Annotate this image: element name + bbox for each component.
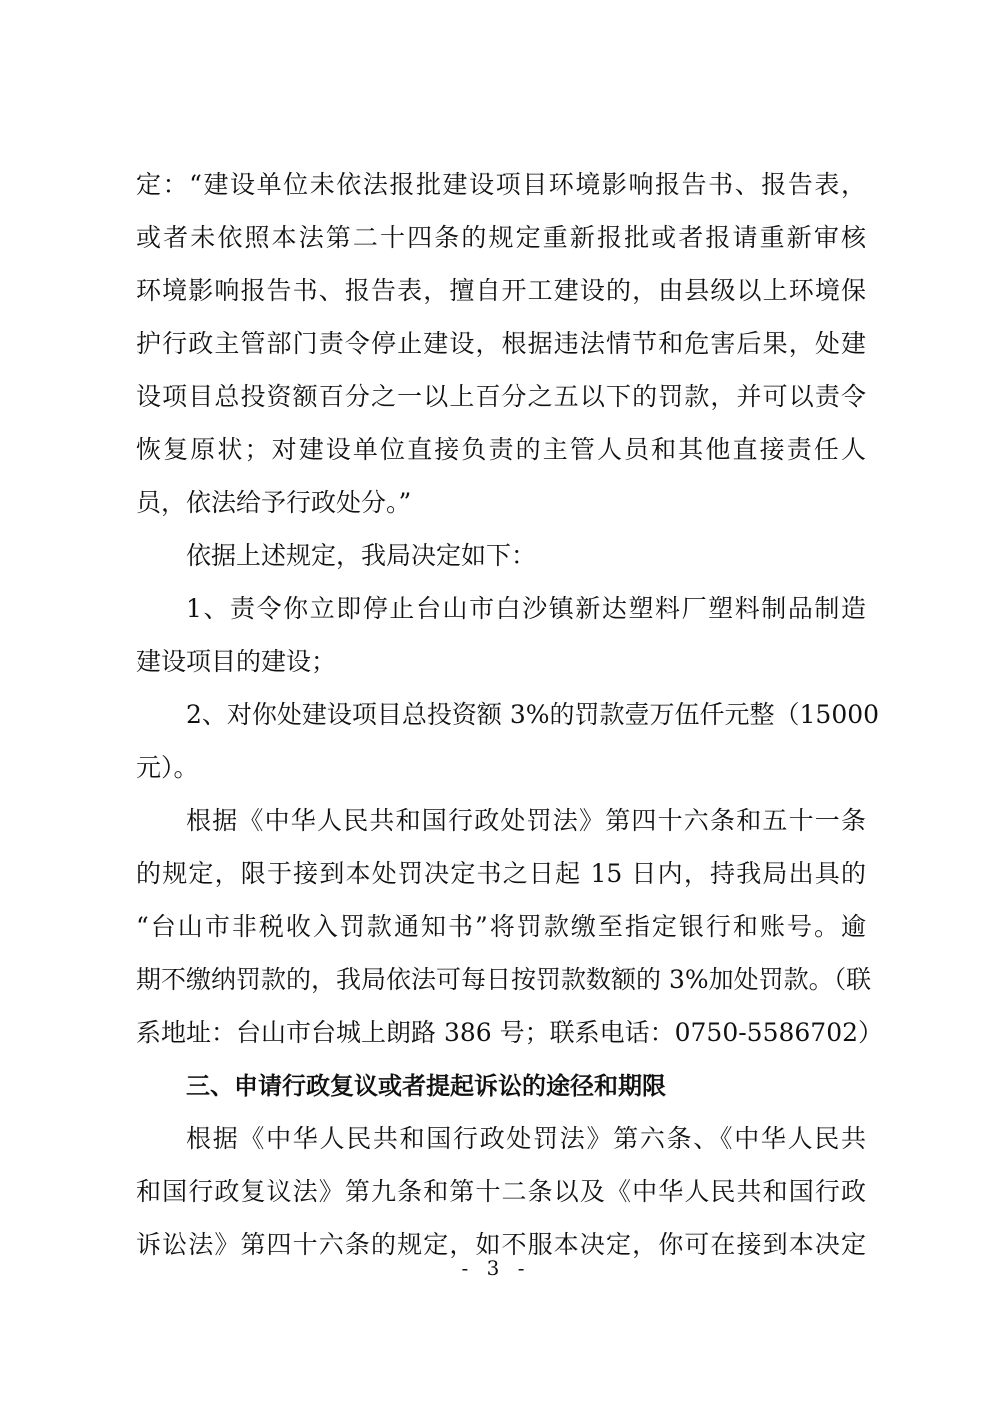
body-line: 期不缴纳罚款的，我局依法可每日按罚款数额的 3%加处罚款。（联 — [136, 965, 872, 994]
page-number: - 3 - — [461, 1256, 531, 1280]
body-line: 定：“建设单位未依法报批建设项目环境影响报告书、报告表， — [136, 170, 866, 199]
body-line: 的规定，限于接到本处罚决定书之日起 15 日内，持我局出具的 — [136, 859, 866, 888]
body-line: “台山市非税收入罚款通知书”将罚款缴至指定银行和账号。逾 — [136, 912, 866, 941]
body-line: 或者未依照本法第二十四条的规定重新报批或者报请重新审核 — [136, 223, 866, 252]
paragraph-line: 依据上述规定，我局决定如下： — [186, 541, 537, 570]
list-item-line: 元）。 — [136, 753, 199, 782]
list-item-line: 1、责令你立即停止台山市白沙镇新达塑料厂塑料制品制造 — [186, 594, 866, 623]
body-line: 员，依法给予行政处分。” — [136, 488, 412, 517]
body-line: 诉讼法》第四十六条的规定，如不服本决定，你可在接到本决定 — [136, 1230, 866, 1259]
body-line: 和国行政复议法》第九条和第十二条以及《中华人民共和国行政 — [136, 1177, 866, 1206]
body-line: 恢复原状；对建设单位直接负责的主管人员和其他直接责任人 — [136, 435, 866, 464]
body-line: 护行政主管部门责令停止建设，根据违法情节和危害后果，处建 — [136, 329, 866, 358]
body-line: 设项目总投资额百分之一以上百分之五以下的罚款，并可以责令 — [136, 382, 866, 411]
paragraph-line: 根据《中华人民共和国行政处罚法》第六条、《中华人民共 — [186, 1124, 866, 1153]
list-item-line: 建设项目的建设； — [136, 647, 337, 676]
body-line: 环境影响报告书、报告表，擅自开工建设的，由县级以上环境保 — [136, 276, 866, 305]
paragraph-line: 根据《中华人民共和国行政处罚法》第四十六条和五十一条 — [186, 806, 866, 835]
list-item-line: 2、对你处建设项目总投资额 3%的罚款壹万伍仟元整（15000 — [186, 700, 880, 729]
section-heading: 三、申请行政复议或者提起诉讼的途径和期限 — [186, 1072, 666, 1100]
body-line: 系地址：台山市台城上朗路 386 号；联系电话：0750-5586702） — [136, 1018, 884, 1047]
